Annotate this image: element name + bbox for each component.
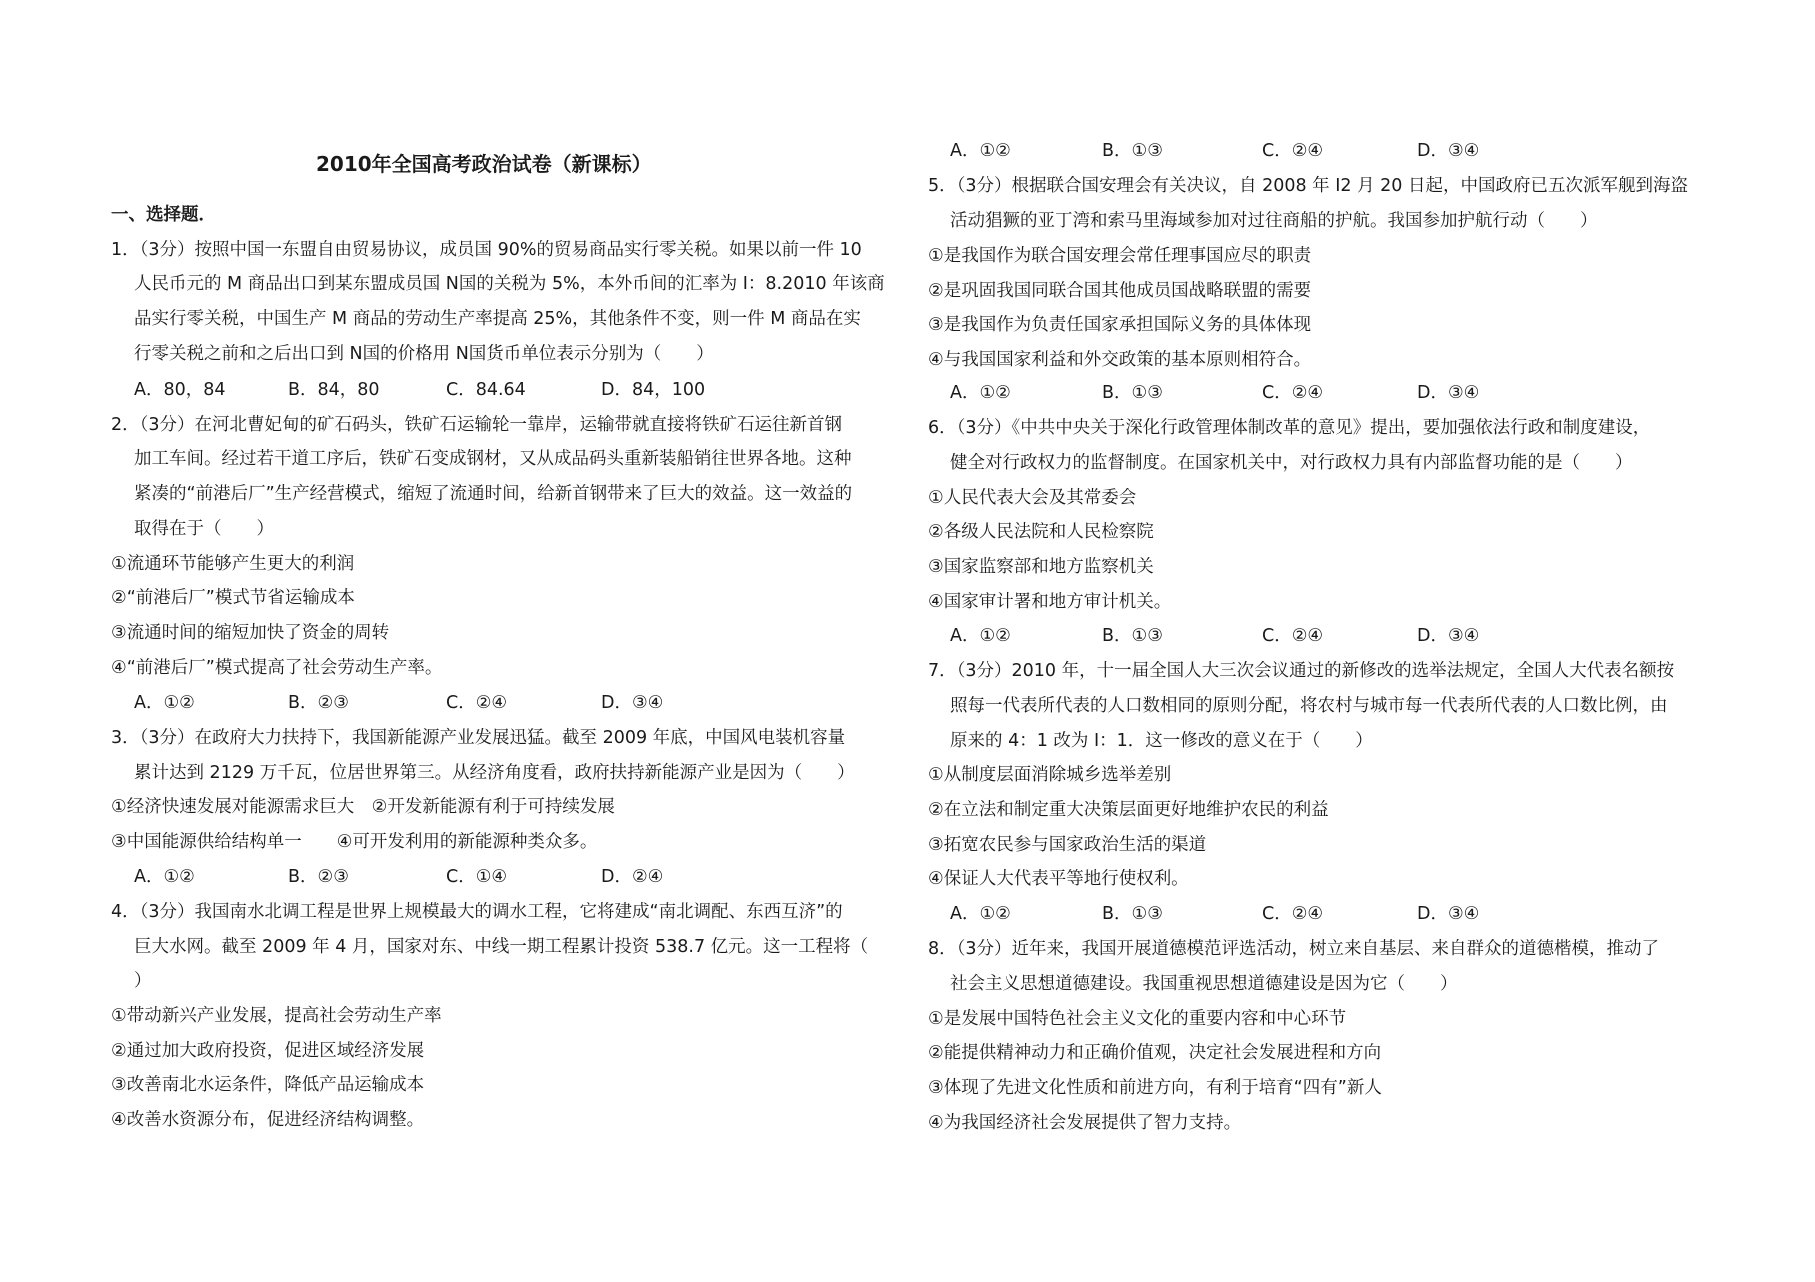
- statement-item: ②通过加大政府投资，促进区域经济发展: [111, 1041, 425, 1061]
- option-c: C．84.64: [446, 380, 526, 400]
- statement-item: ①经济快速发展对能源需求巨大 ②开发新能源有利于可持续发展: [111, 797, 615, 817]
- option-c: C．②④: [1262, 141, 1324, 161]
- option-a: A．①②: [950, 383, 1011, 403]
- option-a: A．①②: [950, 626, 1011, 646]
- question-text: 7．（3分）2010 年，十一届全国人大三次会议通过的新修改的选举法规定，全国人大代表名额按: [928, 661, 1675, 681]
- question-text: 3．（3分）在政府大力扶持下，我国新能源产业发展迅猛。截至 2009 年底，中国风电装机容量: [111, 728, 846, 748]
- question-text: 8．（3分）近年来，我国开展道德模范评选活动，树立来自基层、来自群众的道德楷模，推动了: [928, 939, 1660, 959]
- statement-item: ④与我国国家利益和外交政策的基本原则相符合。: [928, 350, 1312, 370]
- option-b: B．①③: [1102, 141, 1163, 161]
- statement-item: ①人民代表大会及其常委会: [928, 488, 1137, 508]
- statement-item: ④改善水资源分布，促进经济结构调整。: [111, 1110, 425, 1130]
- option-b: B．84，80: [288, 380, 380, 400]
- statement-item: ③是我国作为负责任国家承担国际义务的具体体现: [928, 315, 1312, 335]
- option-c: C．②④: [1262, 904, 1324, 924]
- statement-item: ②是巩固我国同联合国其他成员国战略联盟的需要: [928, 281, 1312, 301]
- statement-item: ④“前港后厂”模式提高了社会劳动生产率。: [111, 658, 443, 678]
- option-a: A．①②: [950, 904, 1011, 924]
- question-text: 2．（3分）在河北曹妃甸的矿石码头，铁矿石运输轮一靠岸，运输带就直接将铁矿石运往新首钢: [111, 415, 843, 435]
- statement-item: ①带动新兴产业发展，提高社会劳动生产率: [111, 1006, 442, 1026]
- question-text: 巨大水网。截至 2009 年 4 月，国家对东、中线一期工程累计投资 538.7 亿元。这一工程将（: [134, 937, 869, 957]
- statement-item: ②“前港后厂”模式节省运输成本: [111, 588, 355, 608]
- question-text: 4．（3分）我国南水北调工程是世界上规模最大的调水工程，它将建成“南北调配、东西互济”的: [111, 902, 843, 922]
- statement-item: ③流通时间的缩短加快了资金的周转: [111, 623, 390, 643]
- statement-item: ①是发展中国特色社会主义文化的重要内容和中心环节: [928, 1009, 1347, 1029]
- option-d: D．③④: [1417, 141, 1480, 161]
- question-text: 1．（3分）按照中国一东盟自由贸易协议，成员国 90%的贸易商品实行零关税。如果以前一件 10: [111, 240, 862, 260]
- question-text: 人民币元的 M 商品出口到某东盟成员国 N国的关税为 5%，本外币间的汇率为 I：8.2010 年该商: [134, 274, 885, 294]
- option-a: A．①②: [134, 693, 195, 713]
- question-text: 行零关税之前和之后出口到 N国的价格用 N国货币单位表示分别为（ ）: [134, 344, 714, 364]
- statement-item: ③拓宽农民参与国家政治生活的渠道: [928, 835, 1207, 855]
- section-heading: 一、选择题．: [111, 205, 216, 225]
- statement-item: ④保证人大代表平等地行使权利。: [928, 869, 1189, 889]
- option-b: B．②③: [288, 867, 349, 887]
- option-c: C．②④: [1262, 626, 1324, 646]
- option-d: D．③④: [601, 693, 664, 713]
- option-d: D．③④: [1417, 904, 1480, 924]
- question-text: 6．（3分）《中共中央关于深化行政管理体制改革的意见》提出，要加强依法行政和制度建设，: [928, 418, 1651, 438]
- statement-item: ③中国能源供给结构单一 ④可开发利用的新能源种类众多。: [111, 832, 598, 852]
- statement-item: ③国家监察部和地方监察机关: [928, 557, 1154, 577]
- statement-item: ①是我国作为联合国安理会常任理事国应尽的职责: [928, 246, 1312, 266]
- statement-item: ③体现了先进文化性质和前进方向，有利于培育“四有”新人: [928, 1078, 1382, 1098]
- option-b: B．①③: [1102, 383, 1163, 403]
- question-text: 加工车间。经过若干道工序后，铁矿石变成钢材，又从成品码头重新装船销往世界各地。这种: [134, 449, 852, 469]
- option-b: B．①③: [1102, 626, 1163, 646]
- option-c: C．②④: [1262, 383, 1324, 403]
- option-b: B．②③: [288, 693, 349, 713]
- option-c: C．①④: [446, 867, 508, 887]
- statement-item: ④国家审计署和地方审计机关。: [928, 592, 1172, 612]
- option-d: D．③④: [1417, 383, 1480, 403]
- option-d: D．84，100: [601, 380, 706, 400]
- question-text: 健全对行政权力的监督制度。在国家机关中，对行政权力具有内部监督功能的是（ ）: [950, 453, 1633, 473]
- page-title: 2010年全国高考政治试卷（新课标）: [316, 152, 652, 176]
- statement-item: ④为我国经济社会发展提供了智力支持。: [928, 1113, 1242, 1133]
- question-text: 活动猖獗的亚丁湾和索马里海域参加对过往商船的护航。我国参加护航行动（ ）: [950, 211, 1598, 231]
- statement-item: ②各级人民法院和人民检察院: [928, 522, 1154, 542]
- option-d: D．②④: [601, 867, 664, 887]
- question-text: 照每一代表所代表的人口数相同的原则分配，将农村与城市每一代表所代表的人口数比例，由: [950, 696, 1668, 716]
- question-text: 5．（3分）根据联合国安理会有关决议，自 2008 年 I2 月 20 日起，中国政府已五次派军舰到海盗: [928, 176, 1688, 196]
- question-text: 社会主义思想道德建设。我国重视思想道德建设是因为它（ ）: [950, 974, 1458, 994]
- question-text: 累计达到 2129 万千瓦，位居世界第三。从经济角度看，政府扶持新能源产业是因为（ ）: [134, 763, 855, 783]
- question-text: 取得在于（ ）: [134, 519, 274, 539]
- option-d: D．③④: [1417, 626, 1480, 646]
- statement-item: ③改善南北水运条件，降低产品运输成本: [111, 1075, 425, 1095]
- statement-item: ②能提供精神动力和正确价值观，决定社会发展进程和方向: [928, 1043, 1382, 1063]
- statement-item: ②在立法和制定重大决策层面更好地维护农民的利益: [928, 800, 1329, 820]
- question-text: 品实行零关税，中国生产 M 商品的劳动生产率提高 25%，其他条件不变，则一件 M 商品在实: [134, 309, 861, 329]
- question-text: ）: [134, 971, 152, 991]
- question-text: 紧凑的“前港后厂”生产经营模式，缩短了流通时间，给新首钢带来了巨大的效益。这一效益的: [134, 484, 853, 504]
- question-text: 原来的 4：1 改为 I：1．这一修改的意义在于（ ）: [950, 731, 1373, 751]
- statement-item: ①从制度层面消除城乡选举差别: [928, 765, 1172, 785]
- option-c: C．②④: [446, 693, 508, 713]
- option-b: B．①③: [1102, 904, 1163, 924]
- option-a: A．①②: [950, 141, 1011, 161]
- option-a: A．80，84: [134, 380, 226, 400]
- statement-item: ①流通环节能够产生更大的利润: [111, 554, 355, 574]
- option-a: A．①②: [134, 867, 195, 887]
